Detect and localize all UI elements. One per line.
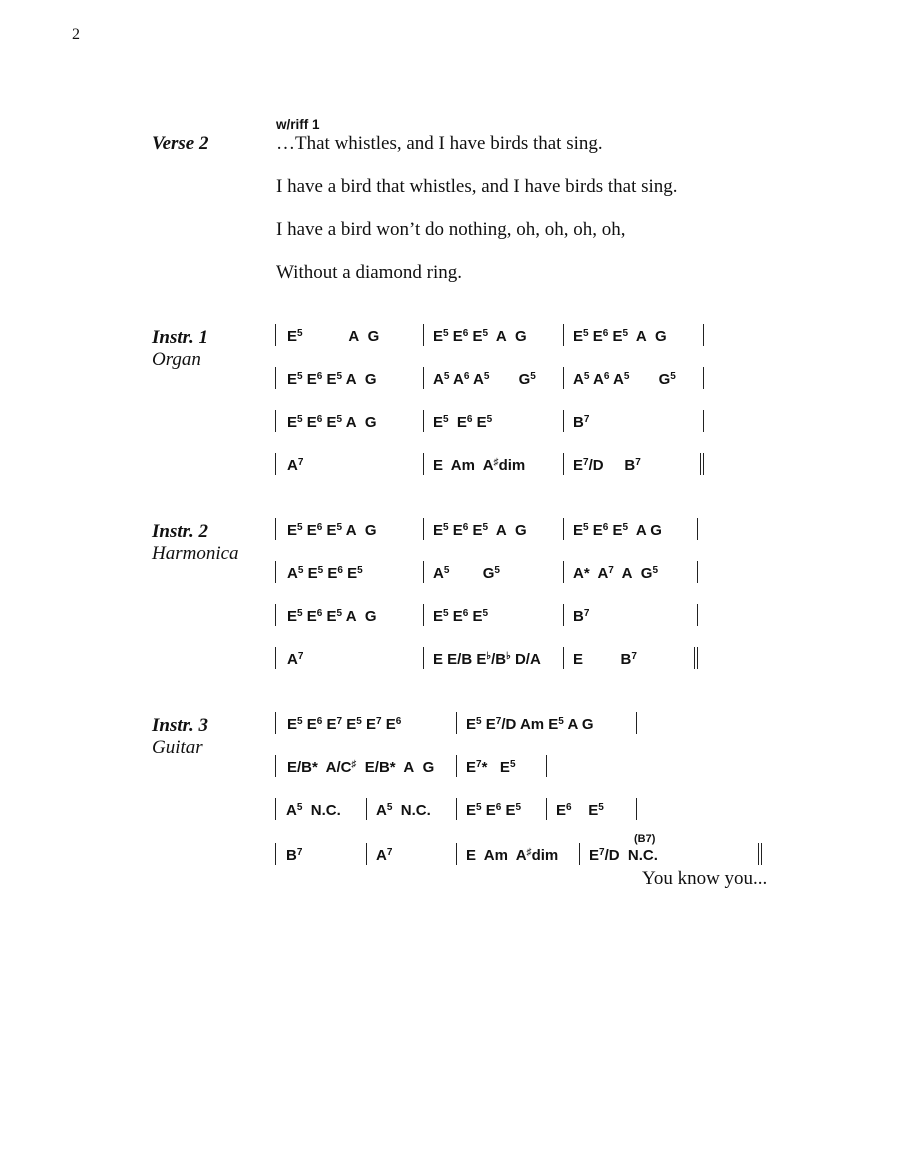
instr2-label: Instr. 2 (152, 521, 208, 542)
instr1-row4-bar1: $A^7$ (287, 457, 304, 474)
cue-chord: (B7) (634, 833, 656, 845)
instr3-row4-bar1: $B^7$ (286, 847, 303, 864)
instr3-row2-bar1: E/B* A/C♯ E/B* A G (287, 759, 435, 776)
instr3-row3-bar4: $E^6$ $E^5$ (556, 802, 604, 819)
instr1-row2-bar2: $A^5$ $A^6$ $A^5$ $G^5$ (433, 371, 536, 388)
instr2-row2-bar3: A* $A^7$ A $G^5$ (573, 565, 659, 582)
ending-lyric: You know you... (642, 868, 768, 889)
verse2-line-1: …That whistles, and I have birds that sing. (276, 133, 603, 154)
riff-label: w/riff 1 (276, 117, 320, 132)
instr1-row3-bar3: $B^7$ (573, 414, 590, 431)
instr1-row2-bar1: $E^5$ $E^6$ $E^5$ A G (287, 371, 377, 388)
instr1-row4-bar3: $E^7/D$ $B^7$ (573, 457, 641, 474)
instr2-row4-bar1: $A^7$ (287, 651, 304, 668)
instr3-row1-bar2: $E^5$ $E^7/D$ Am $E^5$ A G (466, 716, 594, 733)
instr1-row1-bar3: $E^5$ $E^6$ $E^5$ A G (573, 328, 667, 345)
instr3-row4-bar3: E Am A♯dim (466, 847, 559, 864)
instr1-row2-bar3: $A^5$ $A^6$ $A^5$ $G^5$ (573, 371, 676, 388)
instr2-row4-bar3: E $B^7$ (573, 651, 637, 668)
instr1-instrument: Organ (152, 349, 201, 370)
instr2-row2-bar2: $A^5$ $G^5$ (433, 565, 500, 582)
instr3-row2-bar2: $E^7*$ $E^5$ (466, 759, 516, 776)
instr2-row1-bar2: $E^5$ $E^6$ $E^5$ A G (433, 522, 527, 539)
instr3-label: Instr. 3 (152, 715, 208, 736)
verse2-line-3: I have a bird won’t do nothing, oh, oh, oh, oh, (276, 219, 626, 240)
verse2-line-2: I have a bird that whistles, and I have birds that sing. (276, 176, 678, 197)
instr2-row4-bar2: E E/B E♭/B♭ D/A (433, 651, 541, 668)
instr2-row3-bar1: $E^5$ $E^6$ $E^5$ A G (287, 608, 377, 625)
instr1-row4-bar2: E Am A♯dim (433, 457, 526, 474)
verse2-line-4: Without a diamond ring. (276, 262, 463, 283)
instr3-instrument: Guitar (152, 737, 203, 758)
instr3-row4-bar4: $E^7/D$ N.C. (589, 847, 658, 864)
instr2-row1-bar1: $E^5$ $E^6$ $E^5$ A G (287, 522, 377, 539)
instr3-row1-bar1: $E^5$ $E^6$ $E^7$ $E^5$ $E^7$ $E^6$ (287, 716, 402, 733)
instr2-row2-bar1: $A^5$ $E^5$ $E^6$ $E^5$ (287, 565, 363, 582)
instr3-row3-bar1: $A^5$ N.C. (286, 802, 341, 819)
instr1-row1-bar1: $E^5$ A G (287, 328, 380, 345)
instr2-row3-bar2: $E^5$ $E^6$ $E^5$ (433, 608, 489, 625)
instr3-row4-bar2: $A^7$ (376, 847, 393, 864)
instr2-row1-bar3: $E^5$ $E^6$ $E^5$ A G (573, 522, 662, 539)
page-number: 2 (72, 26, 80, 43)
instr1-row1-bar2: $E^5$ $E^6$ $E^5$ A G (433, 328, 527, 345)
instr3-row3-bar3: $E^5$ $E^6$ $E^5$ (466, 802, 522, 819)
instr2-instrument: Harmonica (152, 543, 239, 564)
instr1-label: Instr. 1 (152, 327, 208, 348)
verse2-label: Verse 2 (152, 133, 209, 154)
instr3-row3-bar2: $A^5$ N.C. (376, 802, 431, 819)
instr1-row3-bar2: $E^5$ $E^6$ $E^5$ (433, 414, 493, 431)
instr2-row3-bar3: $B^7$ (573, 608, 590, 625)
instr1-row3-bar1: $E^5$ $E^6$ $E^5$ A G (287, 414, 377, 431)
